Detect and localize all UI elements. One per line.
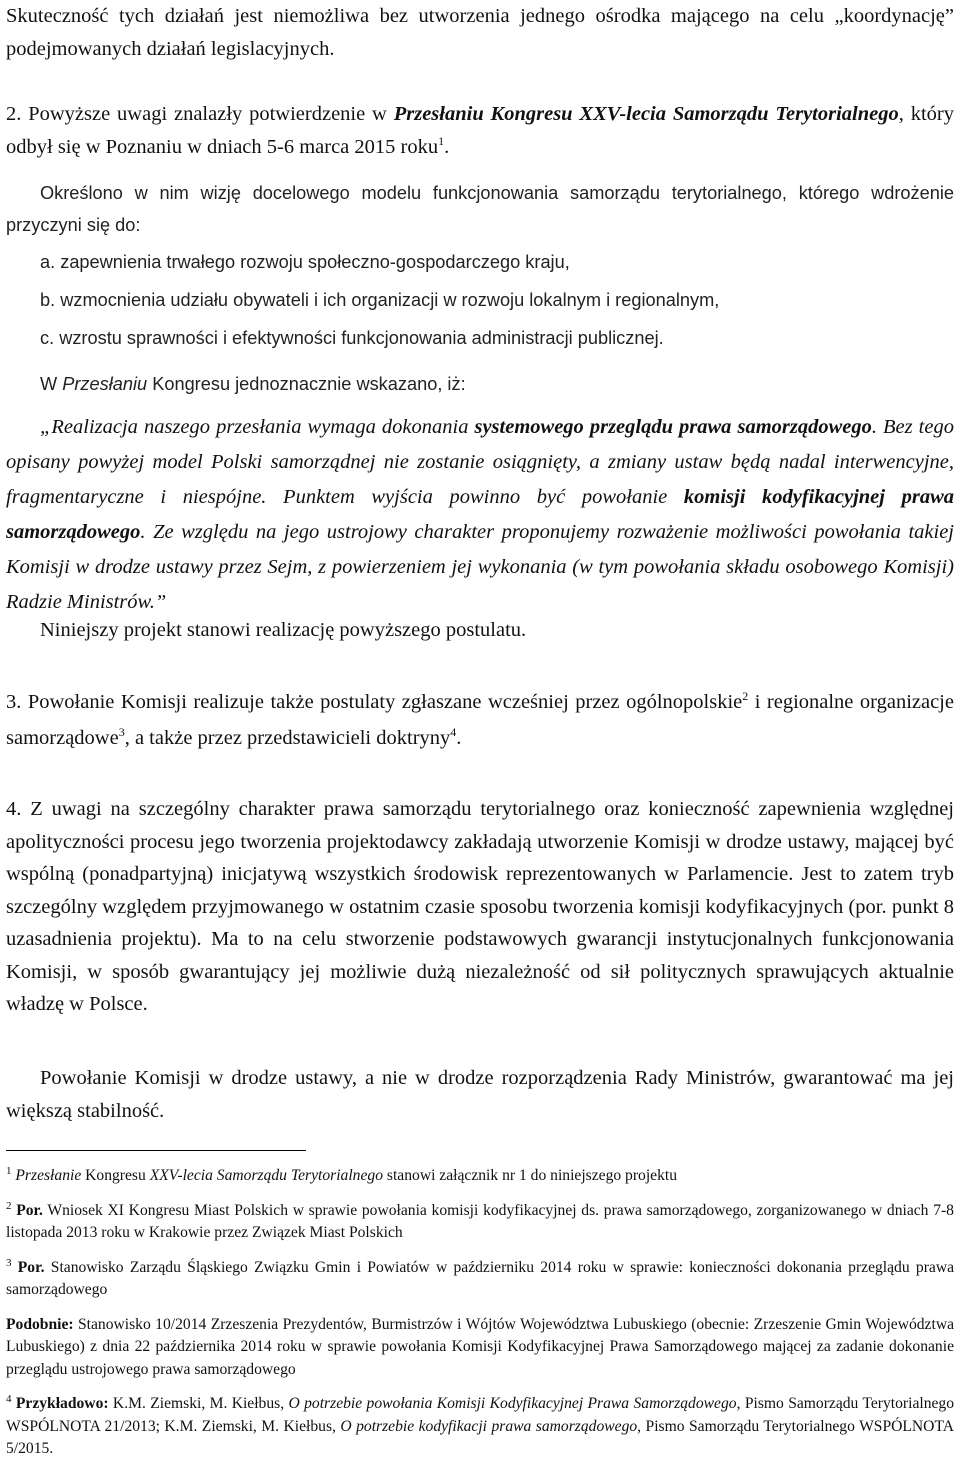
footnote-3b	[6, 1314, 954, 1382]
przeslaniu-word: Przesłaniu	[62, 374, 148, 394]
footnote-separator	[6, 1150, 306, 1151]
paragraph-3	[6, 684, 954, 756]
paragraph-3-part-4: .	[456, 727, 462, 749]
footnote-3-bold: Por.	[17, 1258, 45, 1276]
quote-part-3: . Ze względu na jego ustrojowy charakter proponujemy rozważenie możliwości powołania takiej Komisji w drodze ustawy przez Sejm, z powierzeniem jej wykonania (w tym powołania składu osobowego Komisji) Radzie Ministrów.”	[6, 521, 954, 613]
footnote-3b-bold: Podobnie:	[6, 1315, 74, 1333]
footnote-3-text: Stanowisko Zarządu Śląskiego Związku Gmin i Powiatów w październiku 2014 roku w sprawie: konieczności dokonania przeglądu prawa samorządowego	[6, 1258, 954, 1298]
footnote-ref-2: 2	[742, 689, 749, 704]
paragraph-intro: Skuteczność tych działań jest niemożliwa bez utworzenia jednego ośrodka mającego na celu „koordynację” podejmowanych działań legislacyjnych.	[6, 5, 954, 60]
footnote-4-text-1: K.M. Ziemski, M. Kiełbus,	[108, 1395, 289, 1412]
paragraph-3-part-3: , a także przez przedstawicieli doktryny	[124, 727, 451, 749]
footnote-3b-text: Stanowisko 10/2014 Zrzeszenia Prezydentów, Burmistrzów i Wójtów Województwa Lubuskiego (obecnie: Zrzeszenie Gmin Województwa Lubuskiego) z dnia 22 października 2014 roku w sprawie powołania Komisji Kodyfikacyjnej Prawa Samorządowego mającej za zadanie dokonanie przeglądu ustrojowego prawa samorządowego	[6, 1315, 954, 1378]
quote-bold-2: komisji kodyfikacyjnej prawa samorządowego	[6, 486, 954, 543]
quote-part-1: „Realizacja naszego przesłania wymaga dokonania	[40, 416, 475, 438]
paragraph-przeslanie-rest: Kongresu jednoznacznie wskazano, iż:	[147, 374, 466, 394]
paragraph-przeslanie	[6, 368, 954, 400]
footnote-1-text-2: stanowi załącznik nr 1 do niniejszego projektu	[383, 1167, 678, 1184]
paragraph-4b: Powołanie Komisji w drodze ustawy, a nie w drodze rozporządzenia Rady Ministrów, gwarantować ma jej większą stabilność.	[6, 1067, 954, 1122]
list-item: a. zapewnienia trwałego rozwoju społeczno-gospodarczego kraju,	[40, 252, 570, 272]
paragraph-2-post: , który odbył się w Poznaniu w dniach 5-6 marca 2015 roku	[6, 103, 954, 158]
footnote-number: 3	[6, 1256, 12, 1269]
footnote-1-italic-1: Przesłanie	[15, 1167, 82, 1184]
footnote-ref-1: 1	[438, 133, 445, 148]
quote-bold-1: systemowego przeglądu prawa samorządowego	[474, 416, 872, 438]
footnote-ref-3: 3	[118, 725, 125, 740]
paragraph-2-end: .	[444, 135, 450, 158]
footnotes	[6, 1165, 954, 1461]
quote-block	[6, 410, 954, 620]
quote-part-2: . Bez tego opisany powyżej model Polski samorządnej nie zostanie osiągnięty, a zmiany ustaw będą nadal interwencyjne, fragmentaryczne i niespójne. Punktem wyjścia powinno być powołanie	[6, 416, 954, 508]
paragraph-vision: Określono w nim wizję docelowego modelu funkcjonowania samorządu terytorialnego, którego wdrożenie przyczyni się do:	[6, 183, 954, 235]
footnote-number: 4	[6, 1392, 12, 1405]
footnote-4	[6, 1393, 954, 1461]
footnote-2	[6, 1200, 954, 1245]
footnote-4-italic-2: O potrzebie kodyfikacji prawa samorządowego	[340, 1417, 638, 1435]
footnote-1-text-1: Kongresu	[81, 1167, 150, 1184]
footnote-4-italic-1: O potrzebie powołania Komisji Kodyfikacyjnej Prawa Samorządowego	[288, 1395, 737, 1412]
footnote-number: 1	[6, 1164, 12, 1177]
w-word: W	[40, 374, 63, 394]
przeslanie-title: Przesłaniu Kongresu XXV-lecia Samorządu Terytorialnego	[393, 103, 899, 125]
goals-list	[6, 246, 954, 354]
footnote-4-bold: Przykładowo:	[15, 1395, 109, 1412]
footnote-4-text-3: , Pismo Samorządu Terytorialnego WSPÓLNOTA 5/2015.	[6, 1417, 954, 1457]
footnote-ref-4: 4	[450, 725, 457, 740]
paragraph-projekt: Niniejszy projekt stanowi realizację powyższego postulatu.	[40, 619, 527, 641]
paragraph-2	[6, 98, 954, 163]
list-item: b. wzmocnienia udziału obywateli i ich organizacji w rozwoju lokalnym i regionalnym,	[40, 290, 720, 310]
footnote-number: 2	[6, 1199, 12, 1212]
footnote-4-text-2: , Pismo Samorządu Terytorialnego WSPÓLNOTA 21/2013; K.M. Ziemski, M. Kiełbus,	[6, 1395, 955, 1435]
paragraph-3-part-2: i regionalne organizacje samorządowe	[6, 691, 954, 749]
paragraph-2-lead: 2. Powyższe uwagi znalazły potwierdzenie w	[6, 103, 394, 125]
paragraph-3-part-1: 3. Powołanie Komisji realizuje także postulaty zgłaszane wcześniej przez ogólnopolskie	[6, 691, 743, 713]
footnote-1-italic-2: XXV-lecia Samorządu Terytorialnego	[149, 1167, 383, 1184]
paragraph-4: 4. Z uwagi na szczególny charakter prawa samorządu terytorialnego oraz konieczność zapewnienia względnej apolityczności procesu jego tworzenia projektodawcy zakładają utworzenie Komisji w drodze ustawy, mającej być wspólną (ponadpartyjną) inicjatywą wszystkich środowisk reprezentowanych w Parlamencie. Jest to zatem tryb szczególny względem przyjmowanego w ostatnim czasie sposobu tworzenia komisji kodyfikacyjnych (por. punkt 8 uzasadnienia projektu). Ma to na celu stworzenie podstawowych gwarancji instytucjonalnych funkcjonowania Komisji, w sposób gwarantujący jej możliwie dużą niezależność od sił politycznych sprawujących aktualnie władzę w Polsce.	[6, 798, 954, 1015]
footnote-1	[6, 1165, 954, 1188]
footnote-3	[6, 1257, 954, 1302]
footnote-2-text: Wniosek XI Kongresu Miast Polskich w sprawie powołania komisji kodyfikacyjnej ds. prawa samorządowego, zorganizowanego w dniach 7-8 listopada 2013 roku w Krakowie przez Związek Miast Polskich	[6, 1201, 954, 1241]
footnote-2-bold: Por.	[16, 1201, 43, 1219]
list-item: c. wzrostu sprawności i efektywności funkcjonowania administracji publicznej.	[40, 328, 664, 348]
